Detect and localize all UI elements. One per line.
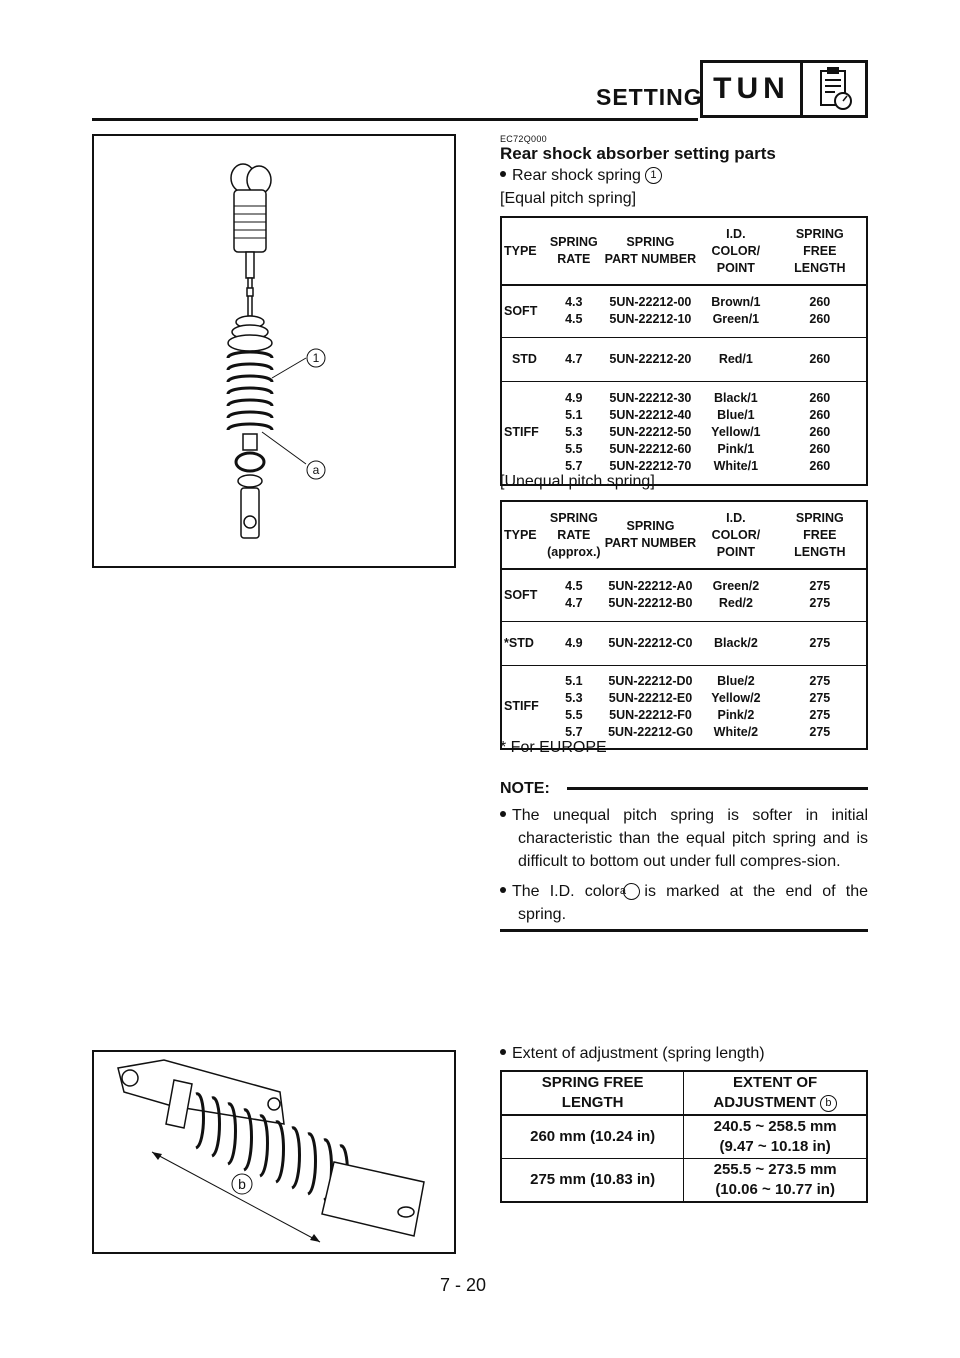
col-rate: SPRING RATE (approx.) [545,501,603,569]
row-length: 275 mm (10.83 in) [501,1159,684,1203]
row-length: 260 [774,337,867,381]
row-length: 260 260 260 260 260 [809,391,831,474]
row-extent: 240.5 ~ 258.5 mm (9.47 ~ 10.18 in) [684,1115,867,1159]
col-color: I.D. COLOR/ POINT [698,501,774,569]
rear-shock-assembled-figure [92,1050,456,1254]
callout-b-ref: b [820,1095,837,1112]
row-rate: 5.1 5.3 5.5 5.7 [565,673,583,739]
row-part: 5UN-22212-20 [603,337,698,381]
equal-pitch-table [500,216,868,486]
note-item-1 [500,804,868,873]
row-color: Blue/2 Yellow/2 Pink/2 White/2 [711,673,761,739]
section-heading: Rear shock absorber setting parts [500,144,776,163]
section-title-setting: SETTING [596,84,703,110]
unequal-pitch-table [500,500,868,750]
row-extent: 255.5 ~ 273.5 mm (10.06 ~ 10.77 in) [684,1159,867,1203]
row-part: 5UN-22212-D0 5UN-22212-E0 5UN-22212-F0 5UN-22212-G0 [608,673,693,739]
row-color: Red/1 [698,337,774,381]
table-row [501,1115,867,1159]
equal-pitch-caption: [Equal pitch spring] [500,190,637,207]
table-row [501,569,867,621]
callout-a: a [312,463,320,477]
row-rate: 4.9 5.1 5.3 5.5 5.7 [565,391,583,474]
table-row [501,337,867,381]
col-spring-free-length: SPRING FREE LENGTH [501,1071,684,1115]
note-item-2-post: is marked at the end of the spring. [518,883,869,923]
col-part: SPRING PART NUMBER [603,501,698,569]
note-rule-bottom [500,929,868,932]
row-rate: 4.7 [545,337,603,381]
row-part: 5UN-22212-C0 [603,621,698,665]
row-part: 5UN-22212-A0 5UN-22212-B0 [603,569,698,621]
footnote-europe: * For EUROPE [500,739,607,756]
rear-shock-exploded-figure [92,134,456,568]
note-item-1-text: The unequal pitch spring is softer in initial characteristic than the equal pitch spring and is difficult to bottom out under full compres-sion. [512,807,868,870]
unequal-pitch-caption: [Unequal pitch spring] [500,473,655,490]
bullet-icon [500,811,506,817]
row-type: STIFF [504,699,539,714]
row-type: STIFF [504,425,539,440]
table-row [501,1159,867,1203]
callout-b: b [238,1176,246,1192]
table-row [501,285,867,337]
row-color: Brown/1 Green/1 [698,285,774,337]
col-extent: EXTENT OF ADJUSTMENT b [684,1071,867,1115]
table-row [501,621,867,665]
row-color: Black/2 [698,621,774,665]
callout-a-ref: a [623,883,640,900]
row-color: Black/1 Blue/1 Yellow/1 Pink/1 White/1 [711,391,761,474]
adjustment-item-line [500,1043,765,1065]
spring-item-text: Rear shock spring [512,167,641,184]
row-type: SOFT [501,569,545,621]
col-rate: SPRING RATE [545,217,603,285]
row-rate: 4.5 4.7 [545,569,603,621]
callout-1: 1 [312,351,320,365]
bullet-icon [500,887,506,893]
row-length: 275 275 275 275 [809,673,831,739]
adjustment-table [500,1070,868,1203]
row-part: 5UN-22212-00 5UN-22212-10 [603,285,698,337]
table-header-row [501,501,867,569]
bullet-icon [500,1049,506,1055]
col-length: SPRING FREE LENGTH [774,217,867,285]
col-part: SPRING PART NUMBER [603,217,698,285]
bullet-icon [500,171,506,177]
spring-item-line [500,165,662,187]
row-length: 260 mm (10.24 in) [501,1115,684,1159]
shock-assembled-drawing [94,1052,454,1252]
table-row [501,381,867,485]
note-rule-top [567,787,868,790]
clipboard-stopwatch-icon [800,60,868,118]
row-length: 260 260 [774,285,867,337]
row-color: Green/2 Red/2 [698,569,774,621]
row-part: 5UN-22212-30 5UN-22212-40 5UN-22212-50 5UN-22212-60 5UN-22212-70 [609,391,692,474]
col-color: I.D. COLOR/ POINT [698,217,774,285]
col-length: SPRING FREE LENGTH [774,501,867,569]
row-type: STD [501,337,545,381]
page-number: 7 - 20 [440,1275,487,1295]
table-header-row [501,217,867,285]
note-item-2 [500,880,868,926]
col-type: TYPE [501,501,545,569]
row-length: 275 [774,621,867,665]
tun-badge: TUN [700,60,800,118]
note-label: NOTE: [500,780,550,797]
shock-exploded-drawing [94,136,454,566]
row-type: *STD [501,621,545,665]
row-rate: 4.9 [545,621,603,665]
table-header-row [501,1071,867,1115]
adjustment-item-text: Extent of adjustment (spring length) [512,1045,765,1062]
callout-1-ref: 1 [645,167,662,184]
row-length: 275 275 [774,569,867,621]
header-rule [92,118,698,121]
row-type: SOFT [501,285,545,337]
section-code: EC72Q000 [500,134,547,144]
note-item-2-pre: The I.D. color [512,883,620,900]
row-rate: 4.3 4.5 [545,285,603,337]
col-type: TYPE [501,217,545,285]
